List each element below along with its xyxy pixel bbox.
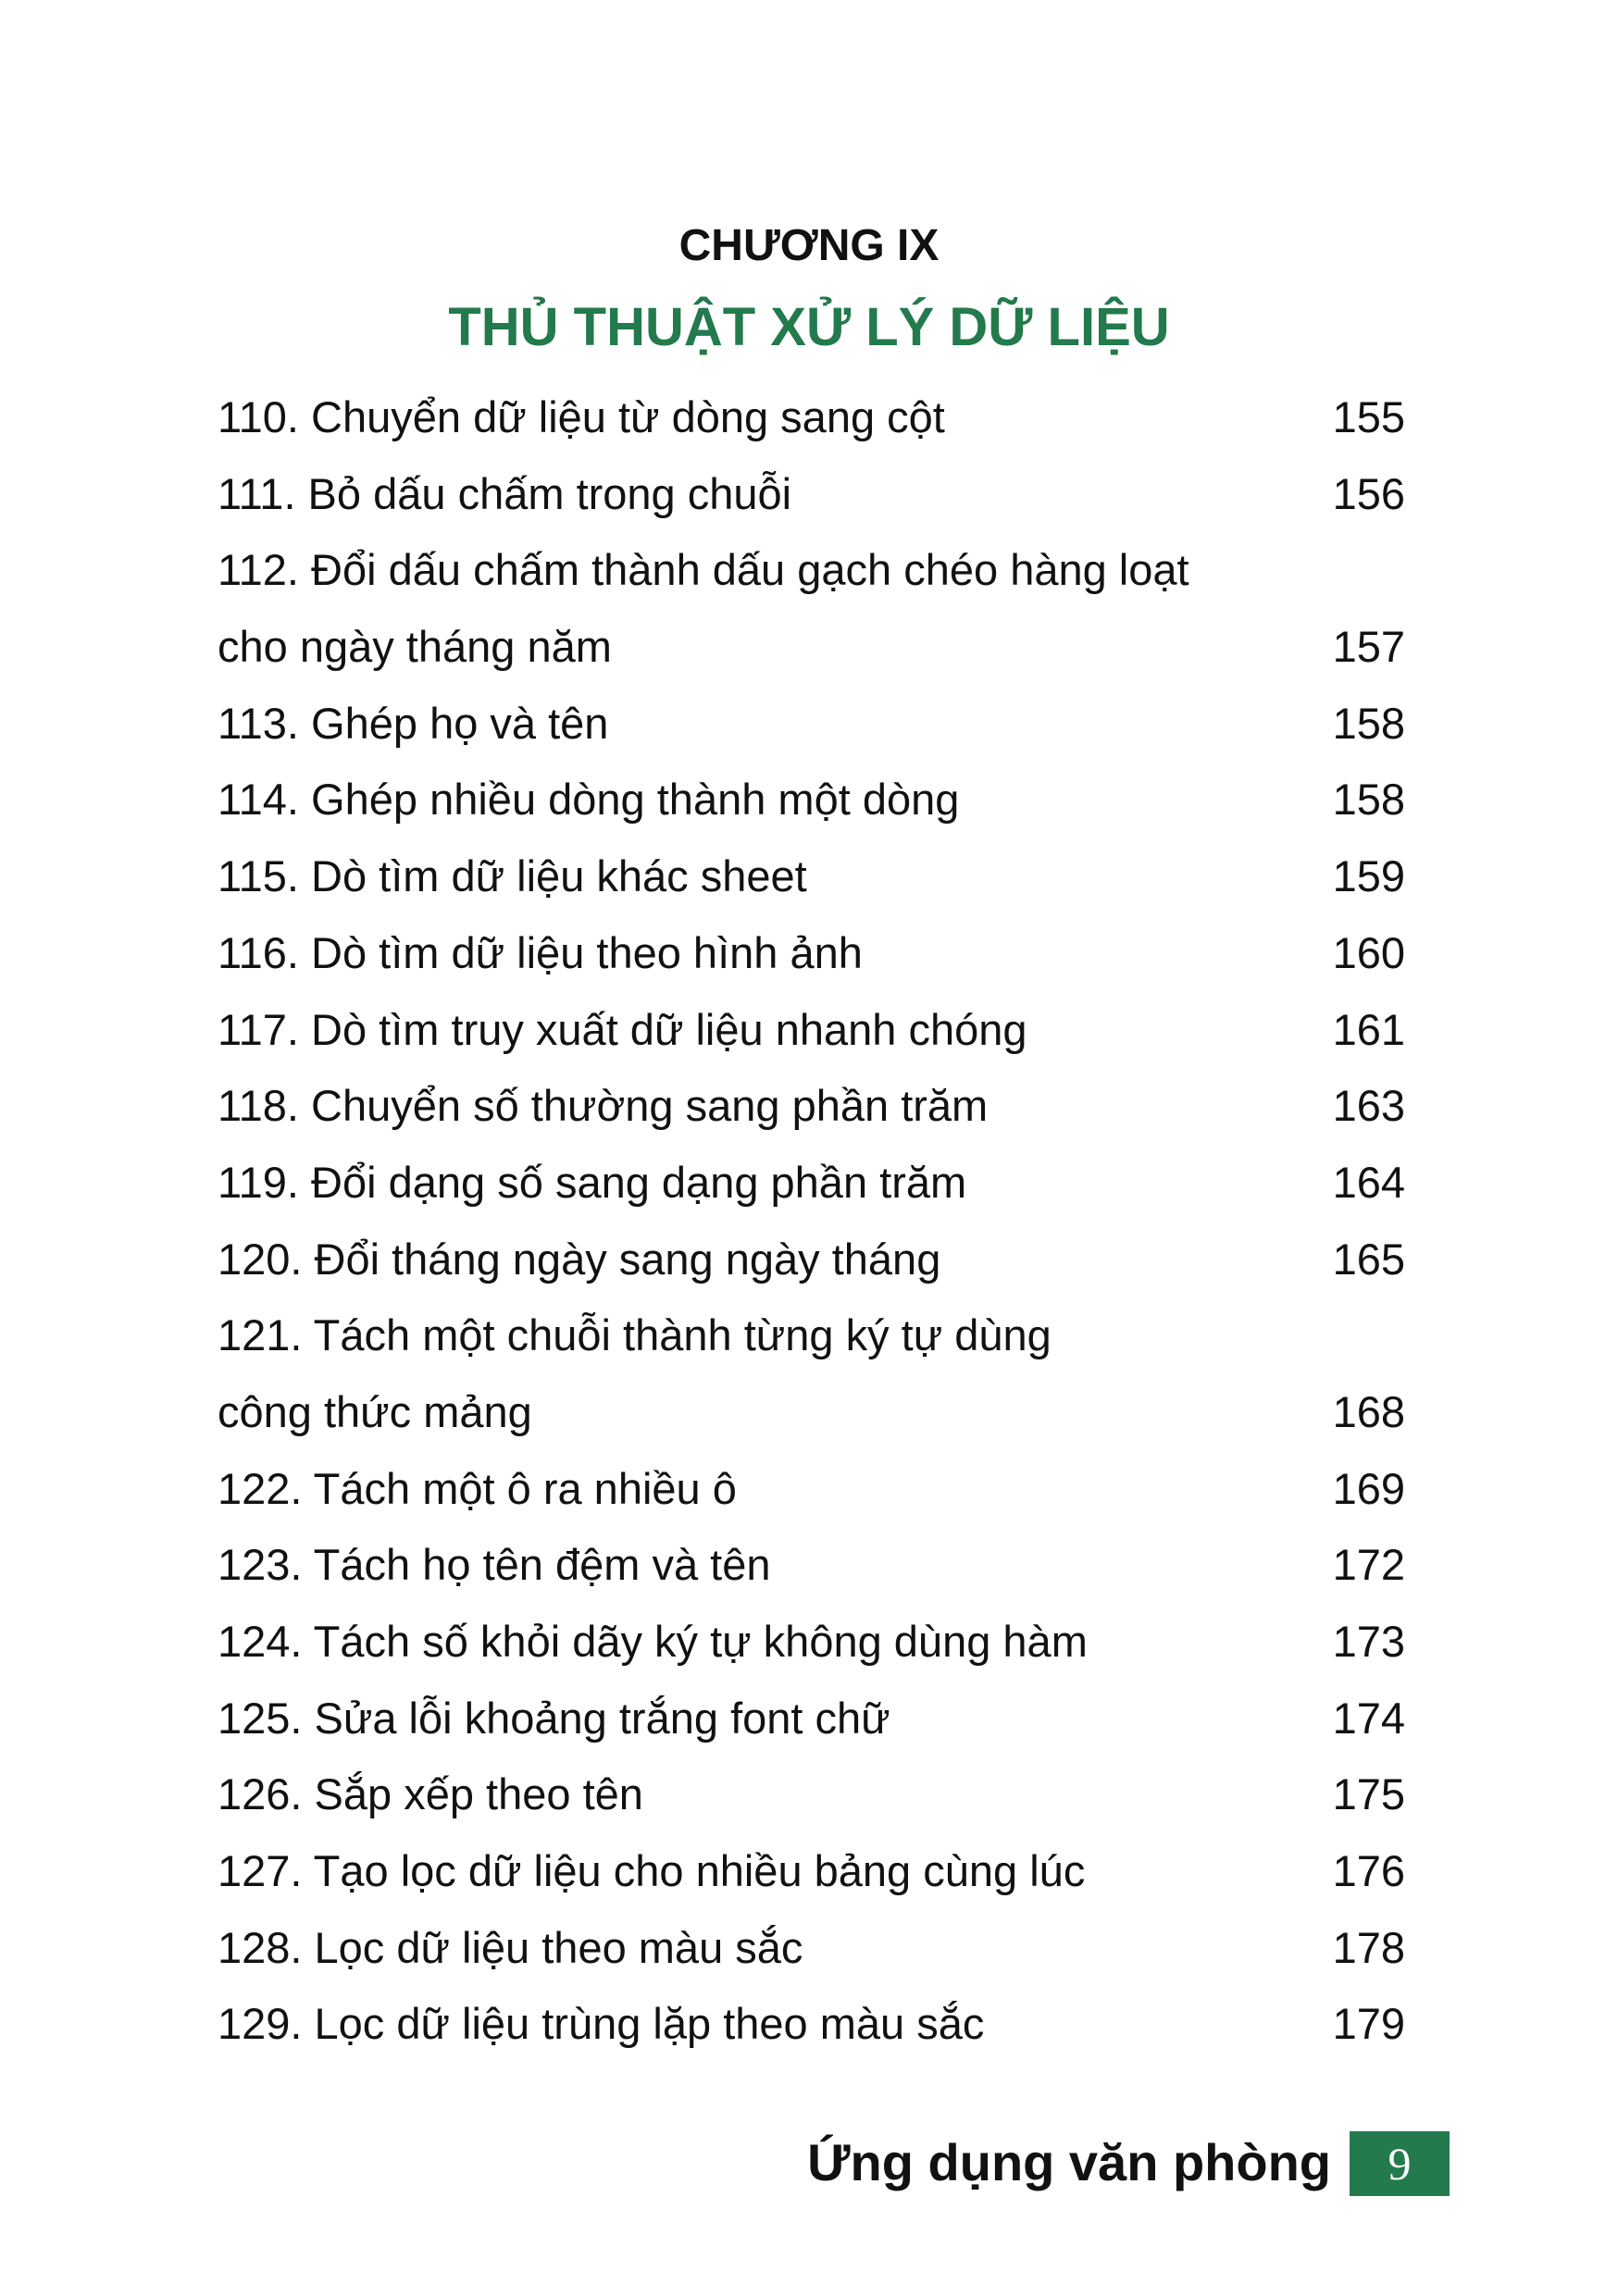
- toc-entry: [218, 915, 1405, 992]
- toc-entry-page: 168: [1332, 1386, 1405, 1436]
- toc-entry: [218, 1604, 1405, 1681]
- toc-line: [218, 1068, 1405, 1145]
- toc-entry: [218, 1145, 1405, 1222]
- toc-line: [218, 456, 1405, 533]
- toc-entry-title: 124. Tách số khỏi dãy ký tự không dùng hàm: [218, 1617, 1088, 1666]
- toc-entry: [218, 1986, 1405, 2063]
- toc-entry-title: 117. Dò tìm truy xuất dữ liệu nhanh chóng: [218, 1004, 1027, 1054]
- toc-line: [218, 1145, 1405, 1222]
- toc-entry-title: công thức mảng: [218, 1386, 532, 1436]
- toc-line: [218, 1451, 1405, 1528]
- toc-entry-page: 164: [1332, 1157, 1405, 1207]
- toc-entry: [218, 1451, 1405, 1528]
- toc-line: [218, 532, 1405, 609]
- toc-entry-title: 125. Sửa lỗi khoảng trắng font chữ: [218, 1693, 890, 1743]
- toc-entry-title: 128. Lọc dữ liệu theo màu sắc: [218, 1922, 803, 1972]
- toc-entry-page: 165: [1332, 1234, 1405, 1284]
- toc-entry-page: 159: [1332, 851, 1405, 901]
- toc-line: [218, 762, 1405, 838]
- toc-entry-title: 118. Chuyển số thường sang phần trăm: [218, 1081, 989, 1131]
- toc-entry-page: 158: [1332, 698, 1405, 748]
- toc-entry-page: 175: [1332, 1769, 1405, 1819]
- toc-line: [218, 686, 1405, 763]
- toc-entry-page: 176: [1332, 1846, 1405, 1896]
- toc-line: [218, 838, 1405, 915]
- toc-entry-page: 174: [1332, 1693, 1405, 1743]
- toc-line: [218, 1604, 1405, 1681]
- toc-entry-title: 116. Dò tìm dữ liệu theo hình ảnh: [218, 927, 863, 977]
- toc-entry-title: cho ngày tháng năm: [218, 622, 612, 672]
- footer-book-title: Ứng dụng văn phòng: [807, 2133, 1331, 2191]
- toc-entry-page: 179: [1332, 1999, 1405, 2049]
- toc-entry: [218, 456, 1405, 533]
- toc-entry-title: 119. Đổi dạng số sang dạng phần trăm: [218, 1157, 967, 1207]
- toc-entry-title: 122. Tách một ô ra nhiều ô: [218, 1463, 737, 1513]
- toc-entry-page: 157: [1332, 622, 1405, 672]
- toc-entry-title: 113. Ghép họ và tên: [218, 698, 609, 748]
- toc-entry: [218, 1910, 1405, 1987]
- toc-entry-title: 120. Đổi tháng ngày sang ngày tháng: [218, 1234, 941, 1284]
- toc-entry: [218, 686, 1405, 763]
- toc-line: [218, 992, 1405, 1069]
- toc-line: [218, 609, 1405, 686]
- toc-line: [218, 1986, 1405, 2063]
- toc-entry-page: 155: [1332, 392, 1405, 441]
- toc-entry: [218, 1527, 1405, 1604]
- toc-entry-page: 156: [1332, 468, 1405, 518]
- toc-entry: [218, 379, 1405, 456]
- toc-entry: [218, 1222, 1405, 1298]
- toc-entry: [218, 1681, 1405, 1757]
- toc-entry-page: 178: [1332, 1922, 1405, 1972]
- toc-line: [218, 1910, 1405, 1987]
- toc-entry-page: 158: [1332, 775, 1405, 825]
- toc-entry-page: 160: [1332, 927, 1405, 977]
- toc-entry: [218, 838, 1405, 915]
- toc-entry-title: 121. Tách một chuỗi thành từng ký tự dùng: [218, 1310, 1052, 1360]
- toc-entry: [218, 1756, 1405, 1833]
- toc-entry: [218, 1833, 1405, 1910]
- toc-entry: [218, 1297, 1405, 1450]
- toc-entry: [218, 532, 1405, 685]
- toc-entry: [218, 1068, 1405, 1145]
- toc-entry-title: 126. Sắp xếp theo tên: [218, 1769, 643, 1819]
- toc-entry-title: 111. Bỏ dấu chấm trong chuỗi: [218, 468, 792, 518]
- toc-entry-title: 115. Dò tìm dữ liệu khác sheet: [218, 851, 807, 901]
- toc-line: [218, 1833, 1405, 1910]
- toc-entry-title: 110. Chuyển dữ liệu từ dòng sang cột: [218, 392, 945, 441]
- toc-line: [218, 379, 1405, 456]
- toc-line: [218, 1297, 1405, 1374]
- toc-entry-title: 123. Tách họ tên đệm và tên: [218, 1540, 771, 1590]
- toc-entry-title: 129. Lọc dữ liệu trùng lặp theo màu sắc: [218, 1999, 985, 2049]
- toc-line: [218, 1527, 1405, 1604]
- toc-entry-title: 114. Ghép nhiều dòng thành một dòng: [218, 775, 960, 825]
- toc-entry-title: 127. Tạo lọc dữ liệu cho nhiều bảng cùng lúc: [218, 1846, 1086, 1896]
- chapter-label: CHƯƠNG IX: [678, 221, 940, 270]
- toc-entry: [218, 992, 1405, 1069]
- toc-entry-page: 161: [1332, 1004, 1405, 1054]
- table-of-contents: [218, 379, 1405, 2063]
- page-number-badge: 9: [1350, 2131, 1450, 2196]
- chapter-title: THỦ THUẬT XỬ LÝ DỮ LIỆU: [448, 297, 1170, 357]
- toc-entry-page: 163: [1332, 1081, 1405, 1131]
- toc-line: [218, 1374, 1405, 1451]
- toc-entry: [218, 762, 1405, 838]
- toc-line: [218, 1756, 1405, 1833]
- toc-line: [218, 1222, 1405, 1298]
- toc-line: [218, 1681, 1405, 1757]
- toc-entry-page: 173: [1332, 1617, 1405, 1666]
- toc-entry-page: 172: [1332, 1540, 1405, 1590]
- toc-entry-title: 112. Đổi dấu chấm thành dấu gạch chéo hàng loạt: [218, 545, 1189, 595]
- toc-entry-page: 169: [1332, 1463, 1405, 1513]
- toc-line: [218, 915, 1405, 992]
